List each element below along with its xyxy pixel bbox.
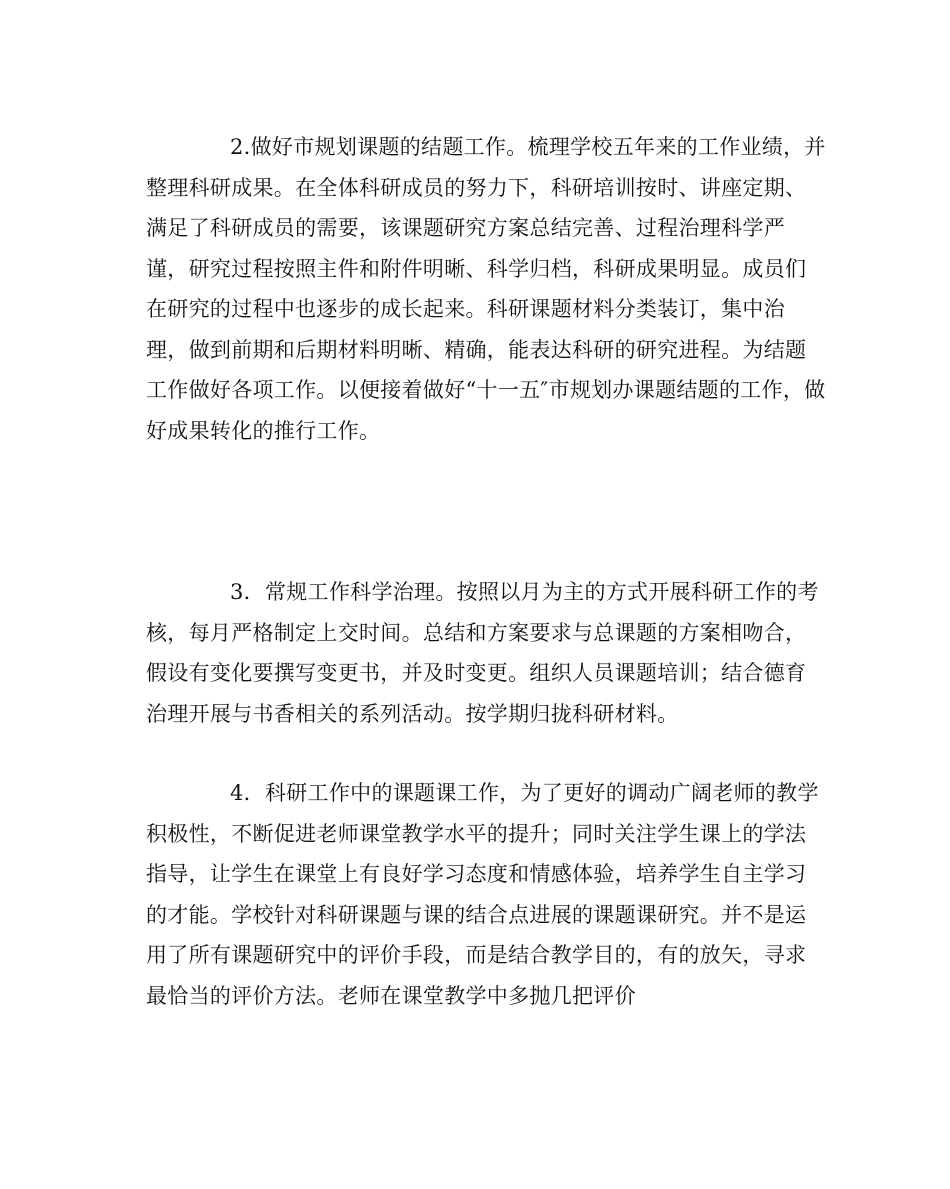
paragraph-2-thesis-work: 2.做好市规划课题的结题工作。梳理学校五年来的工作业绩，并整理科研成果。在全体科研成员的努力下，科研培训按时、讲座定期、满足了科研成员的需要，该课题研究方案总结完善、过程治理科学严谨，研究过程按照主件和附件明晰、科学归档，科研成果明显。成员们在研究的过程中也逐步的成长起来。科研课题材料分类装订，集中治理，做到前期和后期材料明晰、精确，能表达科研的研究进程。为结题工作做好各项工作。以便接着做好“十一五″市规划办课题结题的工作，做好成果转化的推行工作。 (146, 135, 826, 443)
paragraph-3-routine-management: 3．常规工作科学治理。按照以月为主的方式开展科研工作的考核，每月严格制定上交时间。总结和方案要求与总课题的方案相吻合，假设有变化要撰写变更书，并及时变更。组织人员课题培训；结合德育治理开展与书香相关的系列活动。按学期归拢科研材料。 (146, 580, 819, 726)
paragraph-4-topic-lessons: 4．科研工作中的课题课工作，为了更好的调动广阔老师的教学积极性，不断促进老师课堂教学水平的提升；同时关注学生课上的学法指导，让学生在课堂上有良好学习态度和情感体验，培养学生自主学习的才能。学校针对科研课题与课的结合点进展的课题课研究。并不是运用了所有课题研究中的评价手段，而是结合教学目的，有的放矢，寻求最恰当的评价方法。老师在课堂教学中多抛几把评价 (146, 781, 819, 1008)
